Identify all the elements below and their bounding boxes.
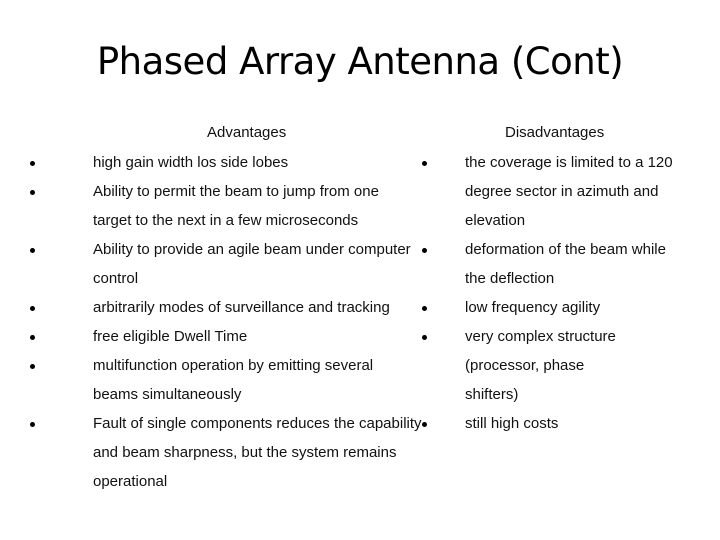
advantages-list: [30, 148, 430, 496]
bullet-icon: [422, 422, 427, 427]
advantage-text: Ability to provide an agile beam under computer control: [93, 241, 411, 287]
advantage-item: [30, 351, 395, 409]
bullet-icon: [422, 335, 427, 340]
bullet-icon: [30, 335, 35, 340]
advantage-text: Ability to permit the beam to jump from one target to the next in a few microseconds: [93, 183, 379, 229]
disadvantages-list: [422, 148, 720, 438]
disadvantage-text: the coverage is limited to a 120 degree sector in azimuth and elevation: [465, 154, 673, 229]
advantage-item: [30, 409, 433, 496]
advantage-text: free eligible Dwell Time: [93, 328, 248, 345]
advantages-heading: Advantages: [207, 124, 287, 141]
bullet-icon: [30, 306, 35, 311]
bullet-icon: [422, 306, 427, 311]
disadvantage-item: [422, 148, 675, 235]
disadvantage-text: deformation of the beam while the deflection: [465, 241, 666, 287]
advantage-item: [30, 322, 430, 351]
advantage-text: high gain width los side lobes: [93, 154, 289, 171]
disadvantage-text: still high costs: [465, 415, 559, 432]
advantage-item: [30, 235, 435, 293]
disadvantage-item: [422, 409, 695, 438]
advantage-text: Fault of single components reduces the capability and beam sharpness, but the system remains operational: [93, 415, 422, 490]
slide-title: Phased Array Antenna (Cont): [96, 40, 624, 83]
advantage-item: [30, 293, 430, 322]
bullet-icon: [30, 190, 35, 195]
disadvantage-text: low frequency agility: [465, 299, 601, 316]
advantage-item: [30, 148, 323, 177]
bullet-icon: [30, 248, 35, 253]
advantage-item: [30, 177, 401, 235]
advantage-text: arbitrarily modes of surveillance and tracking: [93, 299, 390, 316]
disadvantage-item: [422, 235, 675, 293]
bullet-icon: [422, 248, 427, 253]
bullet-icon: [30, 364, 35, 369]
disadvantages-heading: Disadvantages: [505, 124, 605, 141]
bullet-icon: [30, 422, 35, 427]
bullet-icon: [30, 161, 35, 166]
advantage-text: multifunction operation by emitting several beams simultaneously: [93, 357, 374, 403]
disadvantage-item: [422, 322, 625, 409]
disadvantage-text: very complex structure (processor, phase shifters): [465, 328, 616, 403]
bullet-icon: [422, 161, 427, 166]
disadvantage-item: [422, 293, 695, 322]
